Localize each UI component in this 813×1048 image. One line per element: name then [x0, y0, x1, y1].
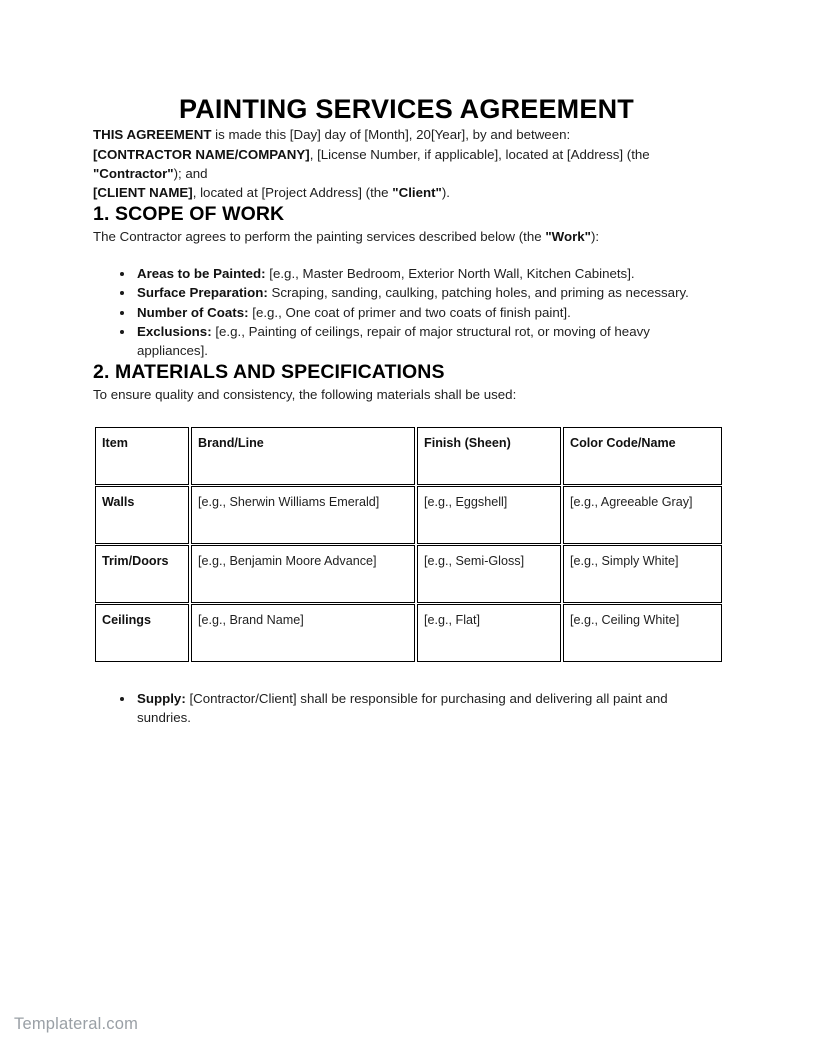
bullet-text: [e.g., One coat of primer and two coats of finish paint]. — [248, 304, 571, 320]
bullet-label: Number of Coats: — [137, 304, 249, 320]
table-row — [95, 604, 722, 662]
bullet-label: Supply: — [137, 691, 186, 707]
table-header-row — [95, 427, 722, 485]
page-title: PAINTING SERVICES AGREEMENT — [179, 94, 634, 124]
contractor-mid: , [License Number, if applicable], located at [Address] (the — [309, 146, 650, 162]
materials-bullet-list — [93, 689, 716, 728]
table-row — [95, 545, 722, 603]
list-item — [93, 322, 716, 361]
contractor-paragraph — [93, 145, 716, 184]
list-item — [93, 264, 716, 283]
contractor-tail: ); and — [173, 165, 208, 181]
bullet-text: Scraping, sanding, caulking, patching holes, and priming as necessary. — [267, 285, 689, 301]
site-watermark: Templateral.com — [14, 1015, 139, 1033]
row-label-ceilings: Ceilings — [95, 604, 189, 662]
bullet-label: Surface Preparation: — [137, 285, 268, 301]
list-item — [93, 283, 716, 302]
table-row — [95, 486, 722, 544]
cell-walls-brand: [e.g., Sherwin Williams Emerald] — [191, 486, 415, 544]
cell-walls-color: [e.g., Agreeable Gray] — [563, 486, 722, 544]
scope-intro-b: ): — [590, 228, 600, 244]
bullet-text: [e.g., Painting of ceilings, repair of major structural rot, or moving of heavy appliances]. — [137, 323, 650, 359]
scope-bullet-list — [93, 264, 716, 360]
cell-ceilings-finish: [e.g., Flat] — [417, 604, 561, 662]
client-paragraph — [93, 183, 716, 202]
column-header-color-code-name: Color Code/Name — [563, 427, 722, 485]
list-item — [93, 303, 716, 322]
cell-trim-finish: [e.g., Semi-Gloss] — [417, 545, 561, 603]
bullet-text: [e.g., Master Bedroom, Exterior North Wall, Kitchen Cabinets]. — [265, 266, 635, 282]
list-item — [93, 689, 716, 728]
column-header-brand-line: Brand/Line — [191, 427, 415, 485]
cell-trim-brand: [e.g., Benjamin Moore Advance] — [191, 545, 415, 603]
materials-specification-table — [93, 426, 724, 663]
contractor-quoted-term: "Contractor" — [93, 165, 174, 181]
client-name: [CLIENT NAME] — [93, 185, 193, 201]
scope-intro-paragraph — [93, 227, 716, 246]
column-header-finish-sheen: Finish (Sheen) — [417, 427, 561, 485]
client-mid: , located at [Project Address] (the — [192, 185, 393, 201]
intro-lead: THIS AGREEMENT — [93, 127, 212, 143]
bullet-label: Areas to be Painted: — [137, 266, 266, 282]
contractor-name: [CONTRACTOR NAME/COMPANY] — [93, 146, 310, 162]
row-label-trim-doors: Trim/Doors — [95, 545, 189, 603]
cell-walls-finish: [e.g., Eggshell] — [417, 486, 561, 544]
intro-paragraph — [93, 125, 716, 144]
document-body — [0, 125, 813, 727]
scope-quoted-term: "Work" — [545, 228, 591, 244]
bullet-text: [Contractor/Client] shall be responsible for purchasing and delivering all paint and sundries. — [137, 691, 668, 726]
row-label-walls: Walls — [95, 486, 189, 544]
cell-ceilings-brand: [e.g., Brand Name] — [191, 604, 415, 662]
materials-intro-paragraph: To ensure quality and consistency, the following materials shall be used: — [93, 386, 517, 402]
client-tail: ). — [441, 185, 450, 201]
bullet-label: Exclusions: — [137, 323, 212, 339]
intro-rest: is made this [Day] day of [Month], 20[Year], by and between: — [211, 127, 571, 143]
cell-trim-color: [e.g., Simply White] — [563, 545, 722, 603]
cell-ceilings-color: [e.g., Ceiling White] — [563, 604, 722, 662]
section-heading-materials: 2. MATERIALS AND SPECIFICATIONS — [93, 361, 445, 384]
scope-intro-a: The Contractor agrees to perform the painting services described below (the — [93, 228, 546, 244]
section-heading-scope-of-work: 1. SCOPE OF WORK — [93, 203, 285, 226]
client-quoted-term: "Client" — [392, 185, 442, 201]
column-header-item: Item — [95, 427, 189, 485]
